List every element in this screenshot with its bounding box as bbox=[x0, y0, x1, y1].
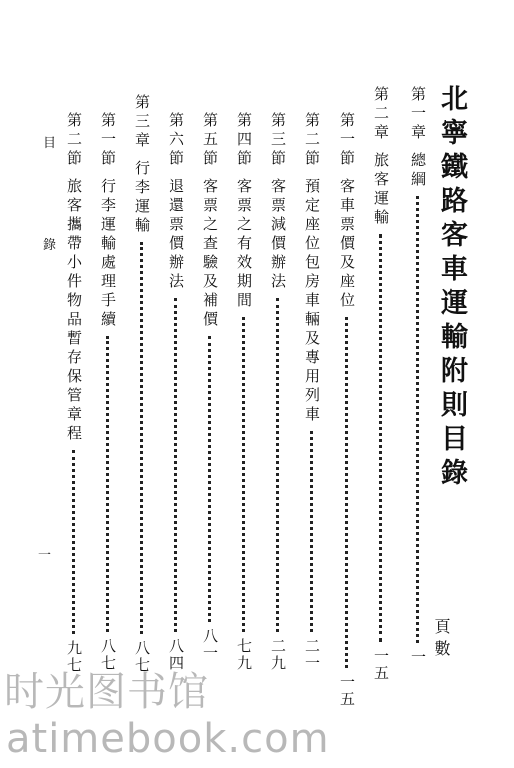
toc-entry-page: 二九 bbox=[269, 638, 287, 672]
toc-entry-label: 第三章 行李運輸 bbox=[133, 94, 151, 236]
toc-entry-page: 九七 bbox=[65, 640, 83, 674]
leader-dots bbox=[416, 196, 419, 643]
toc-entry-page: 八七 bbox=[99, 638, 117, 672]
toc-entry-label: 第一節 客車票價及座位 bbox=[338, 112, 356, 311]
watermark-chinese: 时光图书馆 bbox=[4, 669, 209, 715]
toc-entry-label: 第二節 旅客攜帶小件物品暫存保管章程 bbox=[65, 112, 83, 444]
toc-entry-page: 八四 bbox=[167, 638, 185, 672]
toc-entry-label: 第二節 預定座位包房車輛及專用列車 bbox=[303, 112, 321, 425]
toc-entry-page: 一五 bbox=[338, 674, 356, 708]
leader-dots bbox=[208, 336, 211, 622]
toc-entry[interactable] bbox=[339, 112, 354, 708]
toc-entry[interactable] bbox=[410, 86, 425, 666]
side-mark-mid: 錄 bbox=[43, 238, 57, 253]
toc-entry[interactable] bbox=[202, 112, 217, 662]
toc-entry[interactable] bbox=[373, 86, 388, 682]
toc-entry-label: 第六節 退還票價辦法 bbox=[167, 112, 185, 292]
toc-entry[interactable] bbox=[270, 112, 285, 672]
toc-entry-page: 八七 bbox=[133, 640, 151, 674]
toc-entry[interactable] bbox=[100, 112, 115, 672]
toc-entry[interactable] bbox=[66, 112, 81, 674]
toc-entry[interactable] bbox=[236, 112, 251, 672]
toc-entry[interactable] bbox=[304, 112, 319, 672]
leader-dots bbox=[276, 298, 279, 632]
toc-entry-label: 第五節 客票之查驗及補價 bbox=[201, 112, 219, 330]
leader-dots bbox=[242, 317, 245, 632]
toc-entry-page: 一 bbox=[409, 649, 427, 666]
toc-entry-page: 七九 bbox=[235, 638, 253, 672]
toc-entry-label: 第四節 客票之有效期間 bbox=[235, 112, 253, 311]
toc-entry-label: 第二章 旅客運輸 bbox=[372, 86, 390, 228]
leader-dots bbox=[174, 298, 177, 632]
leader-dots bbox=[345, 317, 348, 668]
toc-entry-label: 第一章 總綱 bbox=[409, 86, 427, 190]
page-count-header: 頁數 bbox=[432, 618, 451, 662]
side-mark-bottom: 一 bbox=[38, 548, 52, 563]
leader-dots bbox=[379, 234, 382, 642]
side-mark-top: 目 bbox=[43, 136, 57, 151]
page-title: 北寧鐵路客車運輸附則目錄 bbox=[436, 84, 467, 492]
toc-entry-page: 八一 bbox=[201, 628, 219, 662]
toc-entry-label: 第一節 行李運輸處理手續 bbox=[99, 112, 117, 330]
leader-dots bbox=[310, 431, 313, 632]
toc-entry-page: 二一 bbox=[303, 638, 321, 672]
leader-dots bbox=[140, 242, 143, 634]
toc-entry[interactable] bbox=[134, 94, 149, 674]
toc-entry-page: 一五 bbox=[372, 648, 390, 682]
leader-dots bbox=[72, 450, 75, 634]
toc-entry[interactable] bbox=[168, 112, 183, 672]
toc-entry-label: 第三節 客票減價辦法 bbox=[269, 112, 287, 292]
leader-dots bbox=[106, 336, 109, 632]
watermark-url: atimebook.com bbox=[6, 716, 330, 762]
